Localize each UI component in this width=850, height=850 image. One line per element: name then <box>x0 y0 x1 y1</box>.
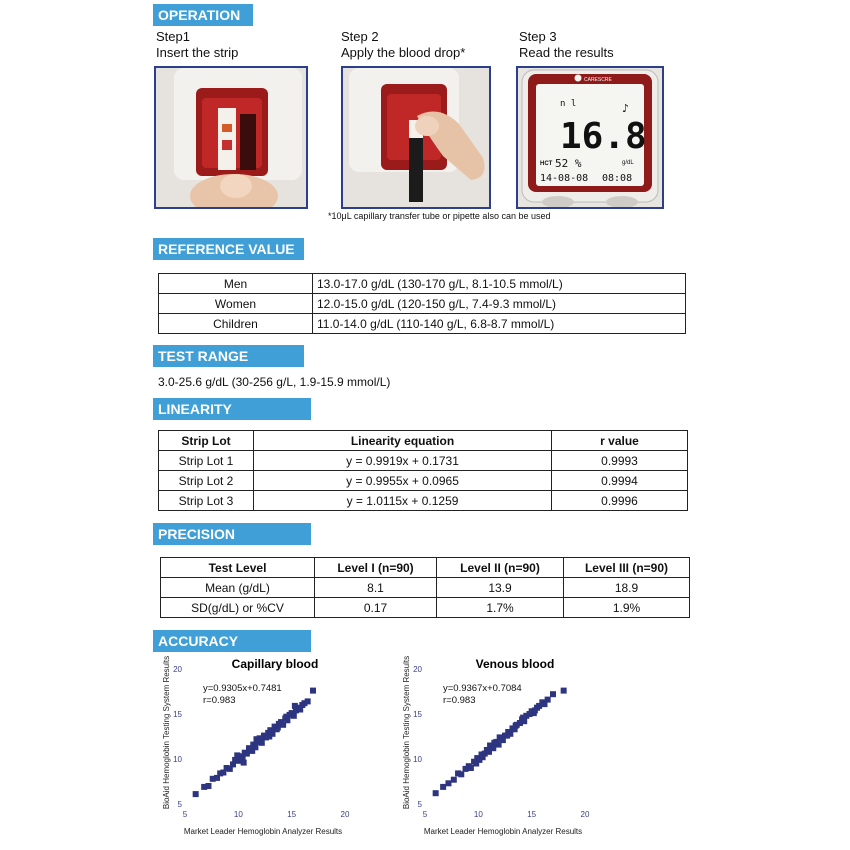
table-cell: 8.1 <box>315 578 437 598</box>
column-header: Test Level <box>161 558 315 578</box>
table-cell: y = 1.0115x + 0.1259 <box>254 491 552 511</box>
table-header-row <box>159 431 688 451</box>
y-tick-label: 20 <box>173 665 182 674</box>
step-3-photo <box>516 66 664 209</box>
table-cell: 1.7% <box>437 598 564 618</box>
table-cell: 0.9993 <box>552 451 688 471</box>
meter-time: 08:08 <box>602 173 633 184</box>
data-point <box>305 698 311 704</box>
x-tick-label: 15 <box>527 810 537 819</box>
table-row <box>159 451 688 471</box>
y-axis-label: BioAid Hemoglobin Testing System Results <box>402 655 411 810</box>
data-point <box>473 761 479 767</box>
y-tick-label: 15 <box>173 710 182 719</box>
data-point <box>445 780 451 786</box>
data-point <box>513 723 519 729</box>
table-cell: Strip Lot 1 <box>159 451 254 471</box>
data-point <box>433 790 439 796</box>
meter-unit: g/dL <box>622 160 634 166</box>
y-tick-label: 15 <box>413 710 422 719</box>
data-point <box>497 734 503 740</box>
data-point <box>234 752 240 758</box>
data-point <box>310 688 316 694</box>
table-cell: SD(g/dL) or %CV <box>161 598 315 618</box>
data-point <box>545 697 551 703</box>
x-tick-label: 10 <box>233 810 243 819</box>
y-tick-label: 5 <box>417 800 422 809</box>
table-cell: y = 0.9955x + 0.0965 <box>254 471 552 491</box>
table-row <box>161 598 690 618</box>
table-cell: 13.9 <box>437 578 564 598</box>
reference-group: Women <box>159 294 313 314</box>
table-row <box>159 471 688 491</box>
regression-equation: y=0.9367x+0.7084 <box>443 683 522 694</box>
table-row <box>159 314 686 334</box>
data-point <box>561 688 567 694</box>
correlation-coefficient: r=0.983 <box>203 695 236 706</box>
data-point <box>193 791 199 797</box>
section-header-test-range: TEST RANGE <box>153 345 304 367</box>
step-2-desc: Apply the blood drop* <box>341 45 466 60</box>
section-header-accuracy: ACCURACY <box>153 630 311 652</box>
step-2-title: Step 2 <box>341 29 379 44</box>
x-axis-label: Market Leader Hemoglobin Analyzer Results <box>183 827 343 836</box>
x-tick-label: 5 <box>422 810 428 819</box>
data-point <box>268 729 274 735</box>
meter-hct-label: HCT <box>540 161 553 167</box>
reference-table <box>158 273 686 334</box>
y-tick-label: 5 <box>177 800 182 809</box>
x-axis-label: Market Leader Hemoglobin Analyzer Results <box>423 827 583 836</box>
meter-brand: CARESCRE <box>584 77 612 83</box>
step-2-photo <box>341 66 491 209</box>
meter-hct-value: 52 % <box>555 157 582 170</box>
table-cell: Strip Lot 3 <box>159 491 254 511</box>
step-1-desc: Insert the strip <box>156 45 239 60</box>
section-header-precision: PRECISION <box>153 523 311 545</box>
step-3-desc: Read the results <box>519 45 614 60</box>
table-row <box>159 491 688 511</box>
y-tick-label: 20 <box>413 665 422 674</box>
data-point <box>520 715 526 721</box>
table-row <box>159 274 686 294</box>
step-3 <box>519 29 614 61</box>
x-tick-label: 20 <box>340 810 350 819</box>
y-tick-label: 10 <box>173 755 182 764</box>
data-point <box>550 691 556 697</box>
y-axis-label: BioAid Hemoglobin Testing System Results <box>162 655 171 810</box>
step-1 <box>156 29 238 61</box>
data-point <box>468 765 474 771</box>
reference-value: 13.0-17.0 g/dL (130-170 g/L, 8.1-10.5 mmol/L) <box>313 274 686 294</box>
step-1-title: Step1 <box>156 29 190 44</box>
meter-mode-letters: n l <box>560 99 577 109</box>
step-2 <box>341 29 465 61</box>
table-header-row <box>161 558 690 578</box>
column-header: Strip Lot <box>159 431 254 451</box>
reference-group: Men <box>159 274 313 294</box>
regression-equation: y=0.9305x+0.7481 <box>203 683 282 694</box>
table-cell: 0.17 <box>315 598 437 618</box>
data-point <box>241 760 247 766</box>
table-cell: 0.9996 <box>552 491 688 511</box>
data-point <box>491 740 497 746</box>
precision-table <box>160 557 690 618</box>
section-header-reference: REFERENCE VALUE <box>153 238 304 260</box>
data-point <box>253 736 259 742</box>
data-point <box>532 707 538 713</box>
data-point <box>504 733 510 739</box>
step-1-photo <box>154 66 308 209</box>
column-header: Linearity equation <box>254 431 552 451</box>
section-header-operation: OPERATION <box>153 4 253 26</box>
test-range-text: 3.0-25.6 g/dL (30-256 g/L, 1.9-15.9 mmol/L) <box>158 375 391 389</box>
music-note-icon: ♪ <box>622 102 630 115</box>
reference-group: Children <box>159 314 313 334</box>
x-tick-label: 10 <box>473 810 483 819</box>
data-point <box>275 725 281 731</box>
x-tick-label: 20 <box>580 810 590 819</box>
x-tick-label: 5 <box>182 810 188 819</box>
venous-blood-chart <box>385 654 600 844</box>
column-header: Level I (n=90) <box>315 558 437 578</box>
table-row <box>159 294 686 314</box>
reference-value: 11.0-14.0 g/dL (110-140 g/L, 6.8-8.7 mmol/L) <box>313 314 686 334</box>
data-point <box>291 713 297 719</box>
linearity-table <box>158 430 688 511</box>
table-cell: Mean (g/dL) <box>161 578 315 598</box>
footnote: *10μL capillary transfer tube or pipette also can be used <box>328 211 551 221</box>
capillary-blood-chart <box>160 654 360 844</box>
table-cell: 18.9 <box>564 578 690 598</box>
meter-date: 14-08-08 <box>540 173 589 184</box>
table-row <box>161 578 690 598</box>
column-header: Level II (n=90) <box>437 558 564 578</box>
column-header: Level III (n=90) <box>564 558 690 578</box>
y-tick-label: 10 <box>413 755 422 764</box>
table-cell: 1.9% <box>564 598 690 618</box>
data-point <box>249 748 255 754</box>
step-3-title: Step 3 <box>519 29 557 44</box>
data-point <box>283 714 289 720</box>
table-cell: Strip Lot 2 <box>159 471 254 491</box>
table-cell: 0.9994 <box>552 471 688 491</box>
data-point <box>480 754 486 760</box>
data-point <box>205 783 211 789</box>
correlation-coefficient: r=0.983 <box>443 695 476 706</box>
data-point <box>440 784 446 790</box>
section-header-linearity: LINEARITY <box>153 398 311 420</box>
column-header: r value <box>552 431 688 451</box>
x-tick-label: 15 <box>287 810 297 819</box>
data-point <box>292 703 298 709</box>
table-cell: y = 0.9919x + 0.1731 <box>254 451 552 471</box>
meter-value: 16.8 <box>560 116 647 157</box>
chart-title: Venous blood <box>475 657 555 671</box>
data-point <box>458 771 464 777</box>
data-point <box>451 777 457 783</box>
chart-title: Capillary blood <box>231 657 319 671</box>
reference-value: 12.0-15.0 g/dL (120-150 g/L, 7.4-9.3 mmol/L) <box>313 294 686 314</box>
